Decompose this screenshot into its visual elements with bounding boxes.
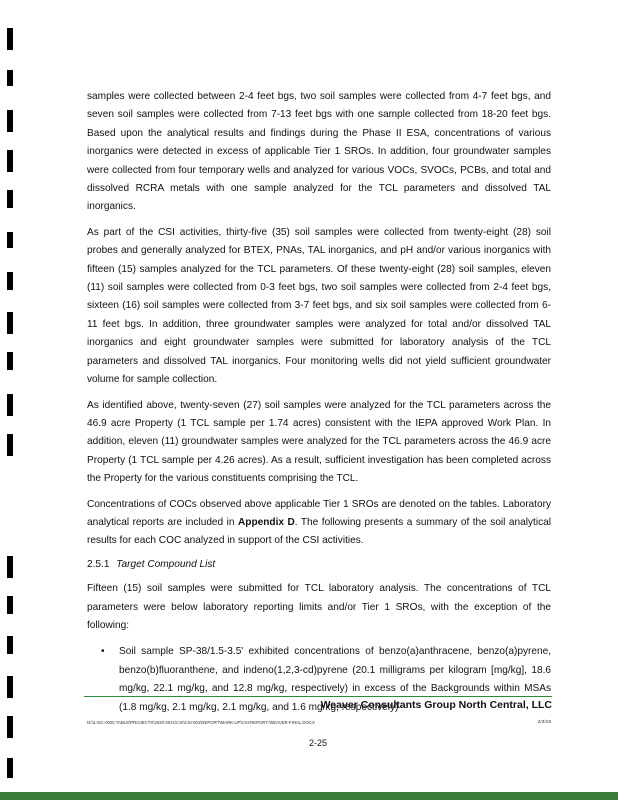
page-number: 2-25	[309, 738, 328, 748]
bullet-icon: •	[101, 646, 105, 658]
footer-company-name: Weaver Consultants Group North Central, LLC	[320, 699, 552, 711]
appendix-d-reference: Appendix D	[238, 516, 295, 528]
binder-mark	[7, 272, 13, 290]
document-body	[87, 88, 551, 717]
footer-divider	[84, 696, 552, 697]
binder-mark	[7, 352, 13, 370]
binder-mark	[7, 312, 13, 334]
binder-mark	[7, 28, 13, 50]
binder-mark	[7, 596, 13, 614]
section-heading	[87, 556, 551, 574]
paragraph-tcl-samples: Fifteen (15) soil samples were submitted for TCL laboratory analysis. The concentrations of TCL parameters were below laboratory reporting limits and/or Tier 1 SROs, with the exception of the following:	[87, 583, 551, 631]
binder-mark	[7, 70, 13, 86]
section-title: Target Compound List	[116, 558, 216, 570]
paragraph-csi-activities: As part of the CSI activities, thirty-five (35) soil samples were collected from twenty-eight (28) soil probes and generally analyzed for BTEX, PNAs, TAL inorganics, and pH and/or various inorganics with fifteen (15) samples analyzed for the TCL parameters. Of these twenty-eight (28) soil samples, eleven (11) soil samples were collected from 0-3 feet bgs, two soil samples were collected from 2-4 feet bgs, sixteen (16) soil samples were collected from 3-7 feet bgs, and six soil samples were collected from 6-11 feet bgs. In addition, three groundwater samples were analyzed for total and/or dissolved TAL inorganics and eight groundwater samples were submitted for laboratory analysis of the TCL parameters and dissolved TAL inorganics. Four monitoring wells did not yield sufficient groundwater volume for sample collection.	[87, 226, 551, 386]
footer-file-path: N:\IL-DC-0020 TABLE\PROJECTS\2020-2021\CSI\CSI-001\REPORT\MARK-UP\CSI-REPORT-WEAVER-FINAL.DOCX	[87, 720, 315, 725]
binder-mark	[7, 434, 13, 456]
paragraph-coc-summary	[87, 496, 551, 551]
paragraph-phase-ii-esa: samples were collected between 2-4 feet bgs, two soil samples were collected from 4-7 feet bgs, and seven soil samples were collected from 7-13 feet bgs with one sample collected from 18-20 feet bgs. Based upon the analytical results and findings during the Phase II ESA, concentrations of various inorganics were detected in excess of applicable Tier 1 SROs. In addition, four groundwater samples were collected from four temporary wells and analyzed for various VOCs, SVOCs, PCBs, and total and dissolved RCRA metals with one sample analyzed for the TCL parameters and dissolved TAL inorganics.	[87, 91, 551, 213]
paragraph-tcl-coverage: As identified above, twenty-seven (27) soil samples were analyzed for the TCL parameters across the 46.9 acre Property (1 TCL sample per 1.74 acres) consistent with the IEPA approved Work Plan. In addition, eleven (11) groundwater samples were analyzed for the TCL parameters across the 46.9 acre Property (1 TCL sample per 4.26 acres). As a result, sufficient investigation has been completed across the Property for the various constituents comprising the TCL.	[87, 399, 551, 485]
paragraph-coc-text-end: . The following presents a summary of the soil analytical results for each COC analyzed in support of the CSI activities.	[87, 516, 551, 547]
bottom-band	[0, 792, 618, 800]
binder-hole-marks	[0, 0, 20, 800]
section-number: 2.5.1	[87, 558, 110, 570]
binder-mark	[7, 394, 13, 416]
binder-mark	[7, 110, 13, 132]
binder-mark	[7, 556, 13, 578]
binder-mark	[7, 150, 13, 172]
paragraph-coc-text-start: Concentrations of COCs observed above applicable Tier 1 SROs are denoted on the tables. Laboratory analytical reports are included in	[87, 498, 551, 528]
footer-date: 2/3/18	[537, 720, 551, 725]
binder-mark	[7, 676, 13, 698]
binder-mark	[7, 232, 13, 248]
binder-mark	[7, 190, 13, 208]
binder-mark	[7, 758, 13, 778]
binder-mark	[7, 636, 13, 654]
list-item-text: Soil sample SP-38/1.5-3.5' exhibited concentrations of benzo(a)anthracene, benzo(a)pyrene, benzo(b)fluoranthene, and indeno(1,2,3-cd)pyrene (20.1 milligrams per kilogram [mg/kg], 18.6 mg/kg, 22.1 mg/kg, and 12.8 mg/kg, respectively) in excess of the Backgrounds within MSAs (1.8 mg/kg, 2.1 mg/kg, 2.1 mg/kg, and 1.6 mg/kg, respectively)	[119, 646, 551, 713]
binder-mark	[7, 716, 13, 738]
